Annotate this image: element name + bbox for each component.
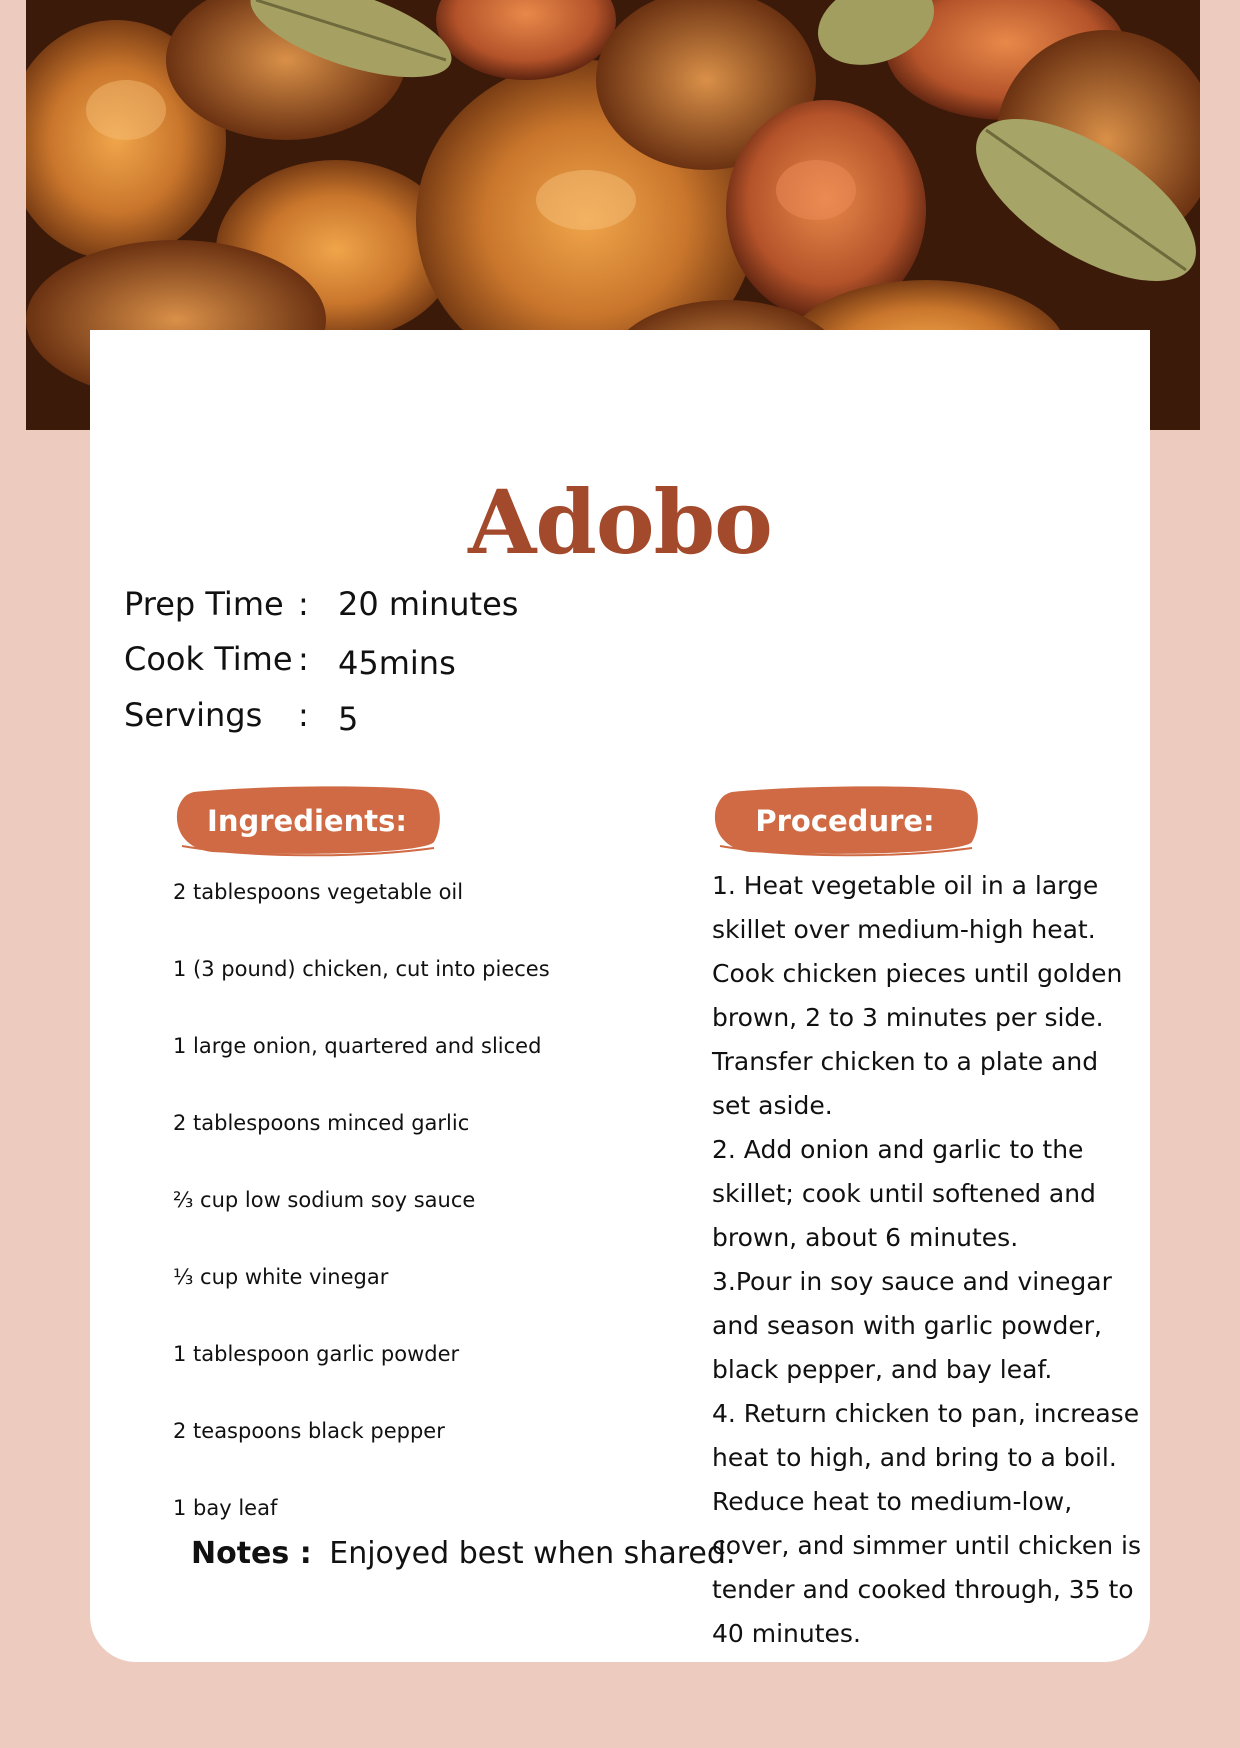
torn-paper-edge [90, 330, 1150, 440]
procedure-step: 2. Add onion and garlic to the skillet; cook until softened and brown, about 6 minutes. [712, 1135, 1096, 1252]
ingredients-heading [172, 784, 442, 858]
procedure-heading-text: Procedure: [755, 804, 935, 838]
procedure-step: 4. Return chicken to pan, increase heat to high, and bring to a boil. Reduce heat to medium-low, cover, and simmer until chicken is tender and cooked through, 35 to 40 minutes. [712, 1399, 1141, 1648]
ingredient-item: ⅓ cup white vinegar [173, 1265, 389, 1289]
ingredient-item: ⅔ cup low sodium soy sauce [173, 1188, 476, 1212]
meta-colon: : [298, 640, 309, 678]
meta-value: 5 [338, 700, 359, 738]
meta-label: Servings [124, 696, 263, 734]
meta-colon: : [298, 696, 309, 734]
notes [191, 1536, 735, 1571]
ingredient-item: 2 tablespoons minced garlic [173, 1111, 470, 1135]
ingredient-item: 1 bay leaf [173, 1496, 278, 1520]
procedure-steps [712, 864, 1142, 1656]
ingredient-item: 1 large onion, quartered and sliced [173, 1034, 542, 1058]
meta-label: Prep Time [124, 585, 284, 623]
ingredient-item: 1 tablespoon garlic powder [173, 1342, 460, 1366]
ingredients-heading-text: Ingredients: [207, 804, 407, 838]
notes-text: Enjoyed best when shared. [329, 1536, 736, 1571]
procedure-step: 3.Pour in soy sauce and vinegar and season with garlic powder, black pepper, and bay leaf. [712, 1267, 1112, 1384]
notes-label: Notes : [191, 1536, 312, 1571]
ingredient-item: 2 tablespoons vegetable oil [173, 880, 464, 904]
meta-colon: : [298, 585, 309, 623]
ingredient-item: 1 (3 pound) chicken, cut into pieces [173, 957, 550, 981]
procedure-heading [710, 784, 980, 858]
meta-value: 20 minutes [338, 585, 519, 623]
recipe-title: Adobo [468, 470, 772, 574]
meta-value: 45mins [338, 644, 456, 682]
ingredient-item: 2 teaspoons black pepper [173, 1419, 445, 1443]
procedure-step: 1. Heat vegetable oil in a large skillet over medium-high heat. Cook chicken pieces until golden brown, 2 to 3 minutes per side. Transfer chicken to a plate and set aside. [712, 871, 1123, 1120]
meta-label: Cook Time [124, 640, 293, 678]
